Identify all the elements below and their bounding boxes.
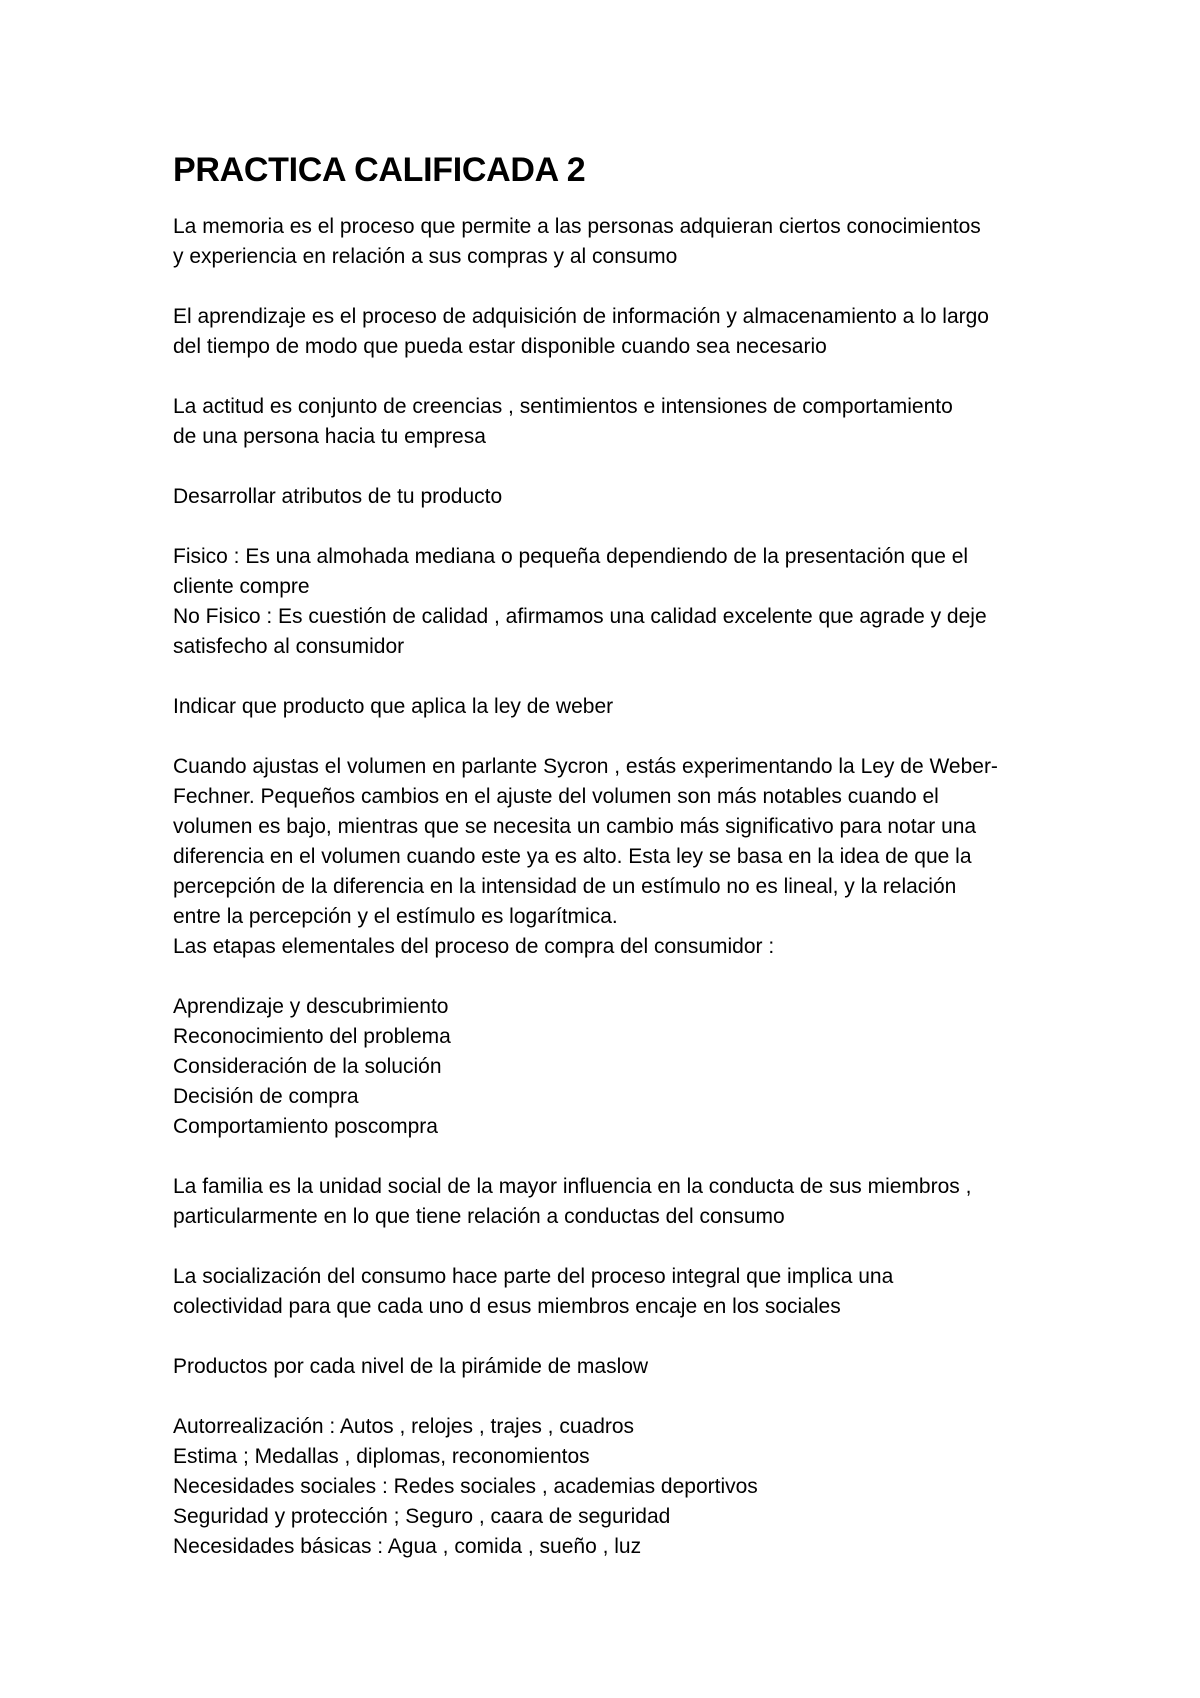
document-body <box>173 150 1053 1562</box>
text-line: El aprendizaje es el proceso de adquisición de información y almacenamiento a lo largo <box>173 305 989 328</box>
text-line: de una persona hacia tu empresa <box>173 425 486 448</box>
text-line: cliente compre <box>173 575 310 598</box>
paragraph-socializacion <box>173 1262 1053 1322</box>
text-line: entre la percepción y el estímulo es logarítmica. <box>173 905 618 928</box>
paragraph-gap <box>173 722 1053 752</box>
list-item: Comportamiento poscompra <box>173 1115 438 1138</box>
paragraph-gap <box>173 1232 1053 1262</box>
text-line: Desarrollar atributos de tu producto <box>173 485 503 508</box>
list-item: Decisión de compra <box>173 1085 359 1108</box>
list-item: Estima ; Medallas , diplomas, reconomientos <box>173 1445 590 1468</box>
text-line: Productos por cada nivel de la pirámide de maslow <box>173 1355 649 1378</box>
paragraph-weber <box>173 752 1053 962</box>
text-line: volumen es bajo, mientras que se necesita un cambio más significativo para notar una <box>173 815 977 838</box>
paragraph-familia <box>173 1172 1053 1232</box>
paragraph-gap <box>173 272 1053 302</box>
text-line: Fisico : Es una almohada mediana o pequeña dependiendo de la presentación que el <box>173 545 969 568</box>
text-line: particularmente en lo que tiene relación a conductas del consumo <box>173 1205 785 1228</box>
list-item: Aprendizaje y descubrimiento <box>173 995 449 1018</box>
list-etapas-compra <box>173 992 1053 1142</box>
paragraph-atributos-heading <box>173 482 1053 512</box>
paragraph-gap <box>173 1142 1053 1172</box>
list-item: Necesidades sociales : Redes sociales , academias deportivos <box>173 1475 758 1498</box>
paragraph-weber-heading <box>173 692 1053 722</box>
text-line: La socialización del consumo hace parte del proceso integral que implica una <box>173 1265 894 1288</box>
text-line: diferencia en el volumen cuando este ya es alto. Esta ley se basa en la idea de que la <box>173 845 972 868</box>
text-line: La actitud es conjunto de creencias , sentimientos e intensiones de comportamiento <box>173 395 953 418</box>
document-title: PRACTICA CALIFICADA 2 <box>173 151 586 189</box>
text-line: satisfecho al consumidor <box>173 635 405 658</box>
list-item: Necesidades básicas : Agua , comida , sueño , luz <box>173 1535 642 1558</box>
paragraph-gap <box>173 512 1053 542</box>
text-line: colectividad para que cada uno d esus miembros encaje en los sociales <box>173 1295 841 1318</box>
list-item: Consideración de la solución <box>173 1055 442 1078</box>
text-line: No Fisico : Es cuestión de calidad , afirmamos una calidad excelente que agrade y deje <box>173 605 987 628</box>
list-item: Reconocimiento del problema <box>173 1025 451 1048</box>
paragraph-gap <box>173 362 1053 392</box>
text-line: Cuando ajustas el volumen en parlante Sycron , estás experimentando la Ley de Weber- <box>173 755 998 778</box>
list-item: Seguridad y protección ; Seguro , caara de seguridad <box>173 1505 671 1528</box>
text-line: Las etapas elementales del proceso de compra del consumidor : <box>173 935 775 958</box>
text-line: y experiencia en relación a sus compras y al consumo <box>173 245 678 268</box>
paragraph-gap <box>173 1322 1053 1352</box>
text-line: percepción de la diferencia en la intensidad de un estímulo no es lineal, y la relación <box>173 875 957 898</box>
paragraph-aprendizaje <box>173 302 1053 362</box>
list-item: Autorrealización : Autos , relojes , trajes , cuadros <box>173 1415 635 1438</box>
paragraph-memoria <box>173 212 1053 272</box>
paragraph-actitud <box>173 392 1053 452</box>
text-line: La familia es la unidad social de la mayor influencia en la conducta de sus miembros , <box>173 1175 972 1198</box>
text-line: Fechner. Pequeños cambios en el ajuste del volumen son más notables cuando el <box>173 785 939 808</box>
paragraph-gap <box>173 962 1053 992</box>
paragraph-gap <box>173 662 1053 692</box>
paragraph-gap <box>173 452 1053 482</box>
paragraph-gap <box>173 1382 1053 1412</box>
list-maslow <box>173 1412 1053 1562</box>
text-line: del tiempo de modo que pueda estar disponible cuando sea necesario <box>173 335 827 358</box>
paragraph-maslow-heading <box>173 1352 1053 1382</box>
text-line: Indicar que producto que aplica la ley de weber <box>173 695 614 718</box>
paragraph-atributos <box>173 542 1053 662</box>
text-line: La memoria es el proceso que permite a las personas adquieran ciertos conocimientos <box>173 215 981 238</box>
